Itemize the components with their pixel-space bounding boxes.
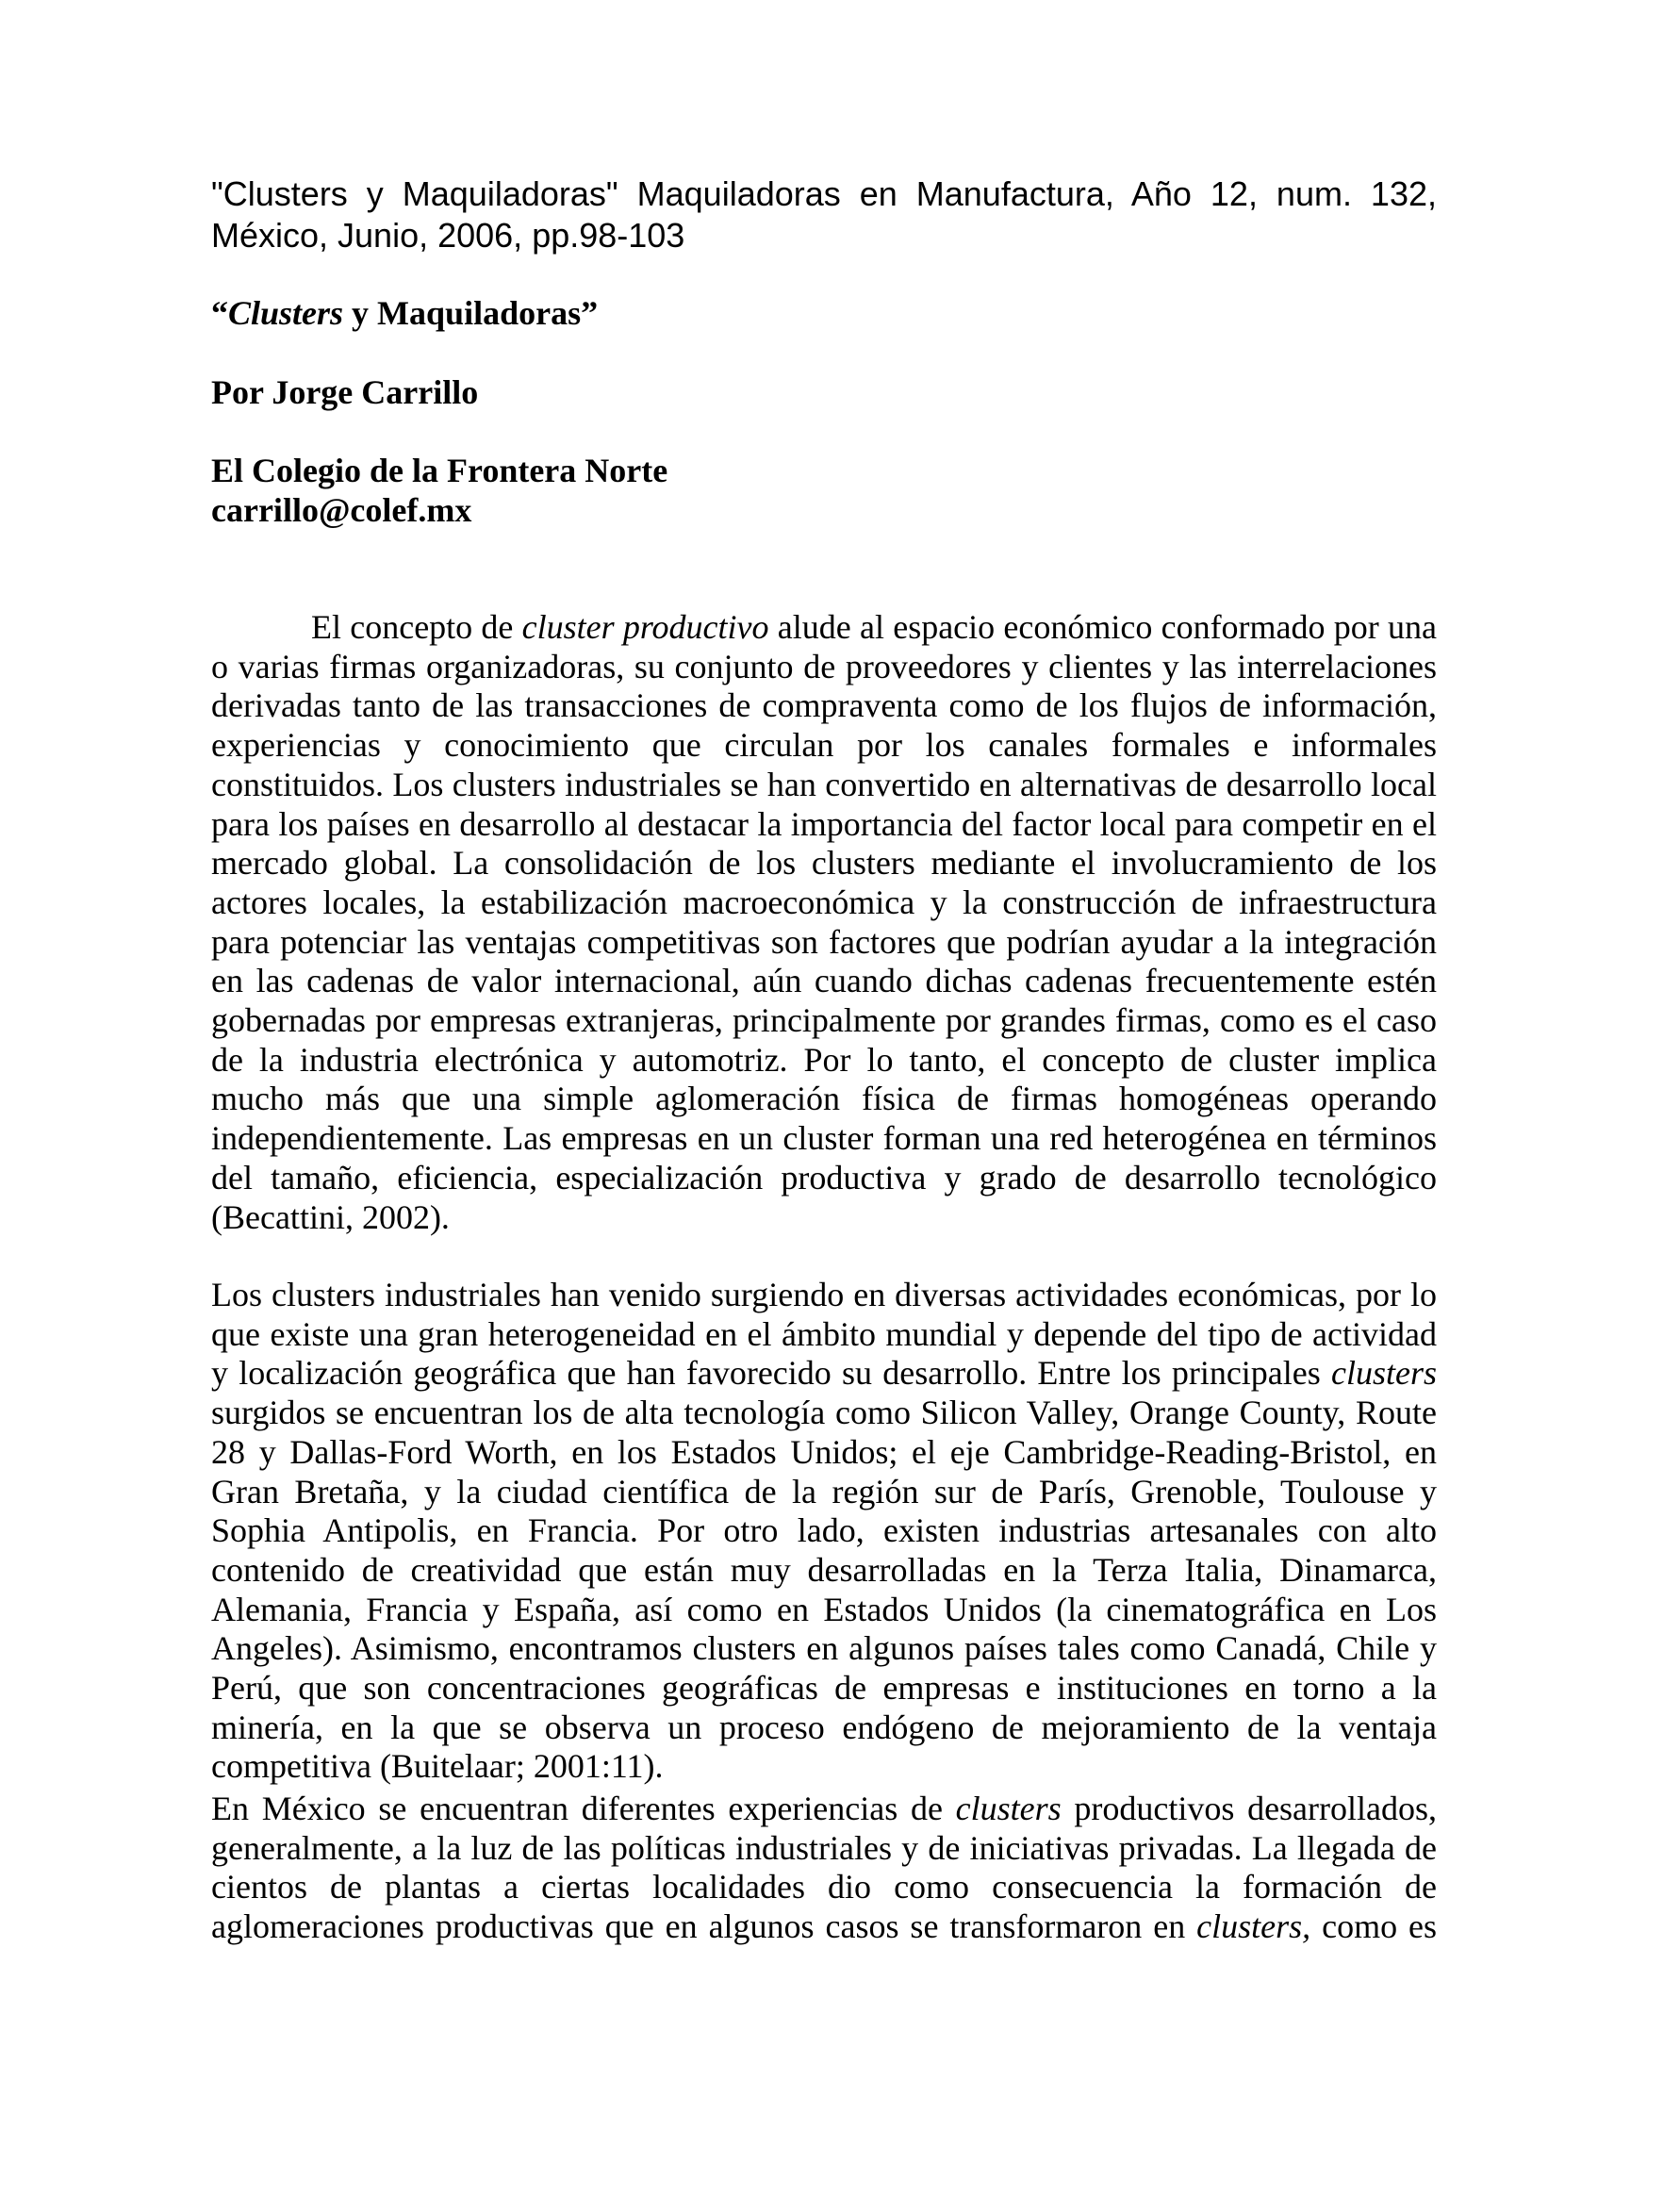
- p3-text-b: productivos desarrollados, generalmente, a la luz de las políticas industriales y de iniciativas privadas. La llegada de cientos de plantas a ciertas localidades dio como consecuencia la formación de aglomeraciones productivas que en algunos casos se transformaron en: [211, 1790, 1437, 1946]
- paragraph-2: [211, 1276, 1437, 1787]
- paragraph-3: [211, 1790, 1437, 1947]
- title-rest: y Maquiladoras”: [343, 294, 599, 332]
- citation-header: "Clusters y Maquiladoras" Maquiladoras en Manufactura, Año 12, num. 132, México, Junio, 2006, pp.98-103: [211, 174, 1437, 255]
- p1-italic: cluster productivo: [521, 608, 769, 646]
- p3-italic: clusters: [955, 1790, 1062, 1827]
- p2-text-b: surgidos se encuentran los de alta tecnología como Silicon Valley, Orange County, Route 28 y Dallas-Ford Worth, en los Estados Unidos; el eje Cambridge-Reading-Bristol, en Gran Bretaña, y la ciudad científica de la región sur de París, Grenoble, Toulouse y Sophia Antipolis, en Francia. Por otro lado, existen industrias artesanales con alto contenido de creatividad que están muy desarrolladas en la Terza Italia, Dinamarca, Alemania, Francia y España, así como en Estados Unidos (la cinematográfica en Los Angeles). Asimismo, encontramos clusters en algunos países tales como Canadá, Chile y Perú, que son concentraciones geográficas de empresas e instituciones en torno a la minería, en la que se observa un proceso endógeno de mejoramiento de la ventaja competitiva (Buitelaar; 2001:11).: [211, 1394, 1437, 1786]
- p3-italic-2: clusters,: [1196, 1907, 1311, 1946]
- title-italic-word: Clusters: [228, 294, 344, 332]
- paragraph-1: [211, 608, 1437, 1237]
- p1-text-b: alude al espacio económico conformado por una o varias firmas organizadoras, su conjunto de proveedores y clientes y las interrelaciones derivadas tanto de las transacciones de compraventa como de los flujos de información, experiencias y conocimiento que circulan por los canales formales e informales constituidos. Los clusters industriales se han convertido en alternativas de desarrollo local para los países en desarrollo al destacar la importancia del factor local para competir en el mercado global. La consolidación de los clusters mediante el involucramiento de los actores locales, la estabilización macroeconómica y la construcción de infraestructura para potenciar las ventajas competitivas son factores que podrían ayudar a la integración en las cadenas de valor internacional, aún cuando dichas cadenas frecuentemente estén gobernadas por empresas extranjeras, principalmente por grandes firmas, como es el caso de la industria electrónica y automotriz. Por lo tanto, el concepto de cluster implica mucho más que una simple aglomeración física de firmas homogéneas operando independientemente. Las empresas en un cluster forman una red heterogénea en términos del tamaño, eficiencia, especialización productiva y grado de desarrollo tecnológico (Becattini, 2002).: [211, 608, 1437, 1236]
- p3-text-a: En México se encuentran diferentes experiencias de: [211, 1790, 956, 1827]
- article-title: [211, 293, 598, 333]
- p2-italic: clusters: [1331, 1354, 1437, 1393]
- p2-text-a: Los clusters industriales han venido surgiendo en diversas actividades económicas, por lo que existe una gran heterogeneidad en el ámbito mundial y depende del tipo de actividad y localización geográfica que han favorecido su desarrollo. Entre los principales: [211, 1276, 1437, 1393]
- email-line: carrillo@colef.mx: [211, 491, 472, 529]
- p3-text-c: como es: [1310, 1907, 1438, 1946]
- p1-text-a: El concepto de: [311, 608, 522, 646]
- author-line: Por Jorge Carrillo: [211, 373, 479, 411]
- title-open-quote: “: [211, 294, 228, 332]
- institution-line: El Colegio de la Frontera Norte: [211, 452, 668, 489]
